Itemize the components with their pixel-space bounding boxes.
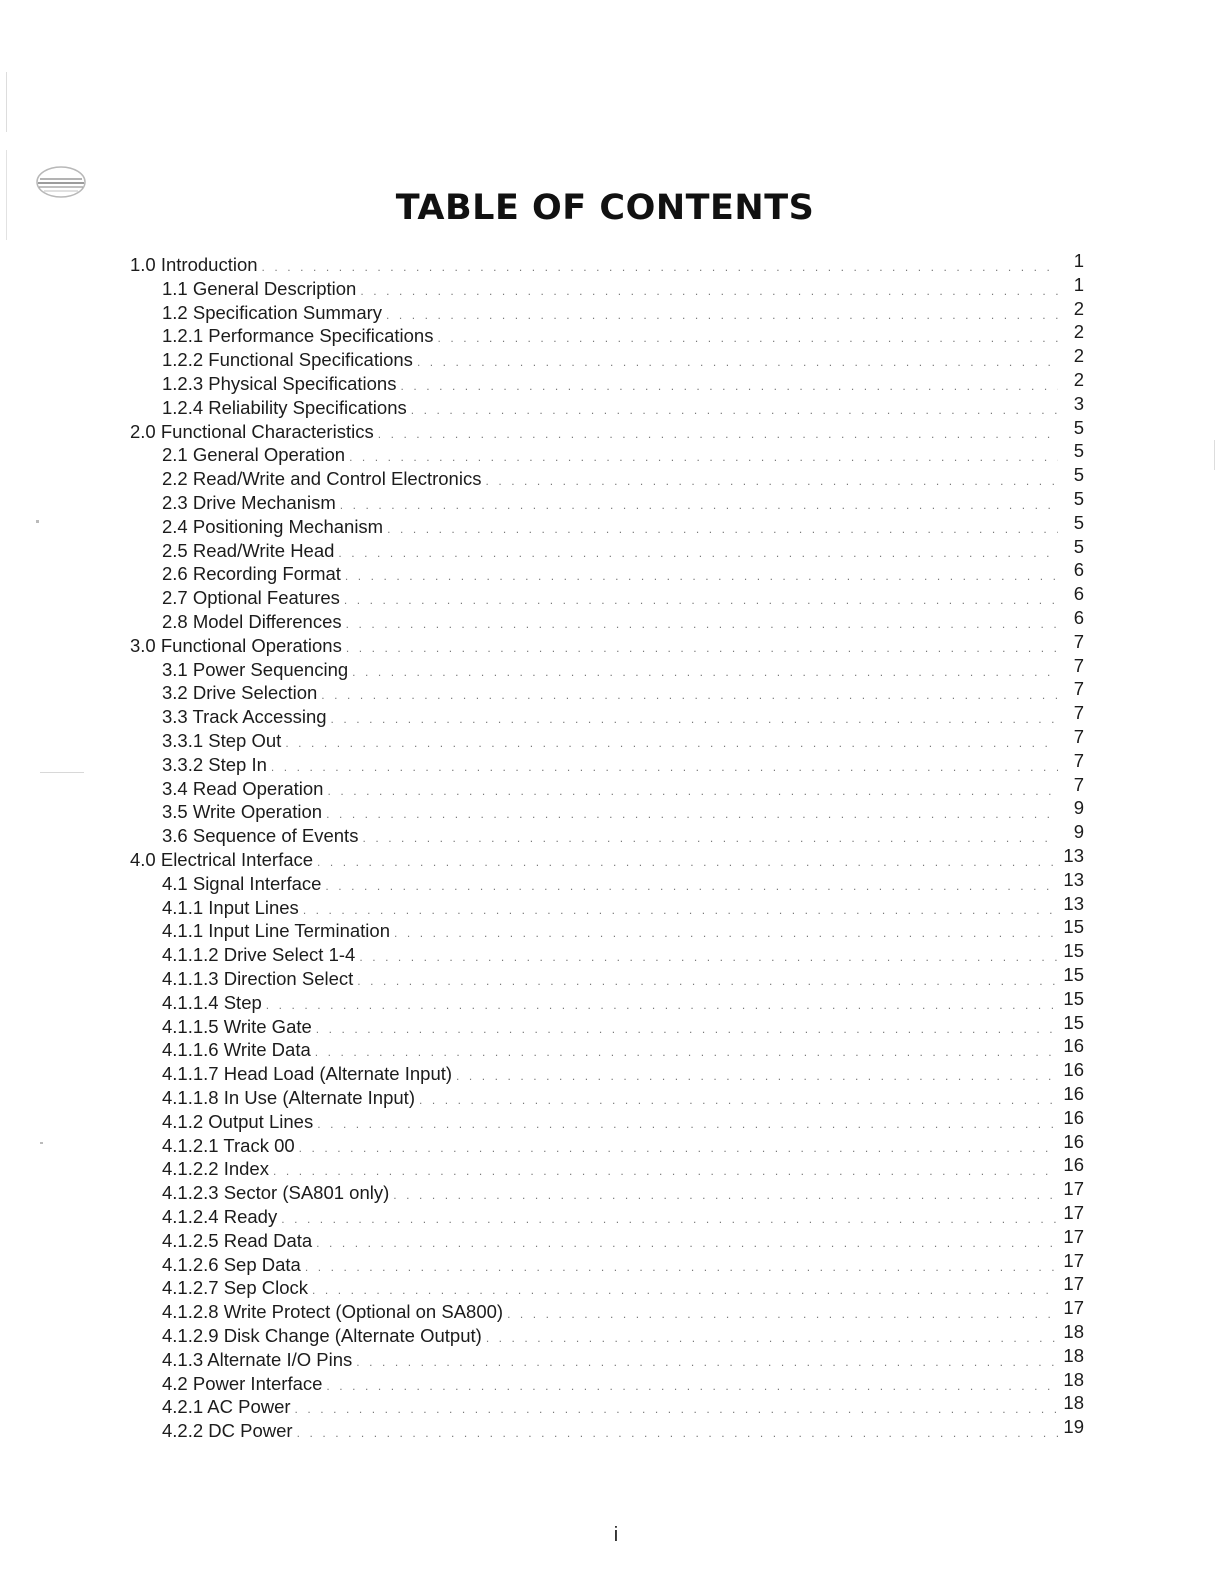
toc-entry-page: 5 [1073, 535, 1084, 557]
toc-entry-label: 1.0 Introduction [130, 254, 258, 275]
toc-entry [162, 892, 1084, 920]
toc-entry-page: 18 [1063, 1368, 1084, 1390]
toc-entry-label: 3.0 Functional Operations [130, 634, 342, 656]
toc-entry-label: 4.1.1 Input Line Termination [162, 920, 390, 942]
toc-entry [162, 559, 1084, 586]
toc-entry-label: 3.6 Sequence of Events [162, 825, 359, 847]
toc-entry [162, 273, 1084, 301]
dot-leader [297, 1422, 1058, 1446]
toc-entry-page: 9 [1073, 821, 1084, 843]
toc-entry [162, 702, 1084, 729]
toc-entry-label: 3.3.1 Step Out [162, 730, 282, 751]
scan-speck [40, 1142, 43, 1144]
toc-entry-label: 3.3 Track Accessing [162, 706, 327, 728]
toc-entry [162, 797, 1084, 824]
toc-entry [162, 749, 1084, 777]
toc-entry-page: 6 [1073, 583, 1084, 605]
toc-entry-page: 7 [1073, 678, 1084, 700]
toc-entry-label: 3.3.2 Step In [162, 753, 267, 775]
toc-entry-label: 2.3 Drive Mechanism [162, 492, 336, 513]
toc-entry-page: 13 [1063, 892, 1084, 914]
page-title: TABLE OF CONTENTS [395, 188, 815, 228]
toc-entry [162, 726, 1084, 753]
toc-entry [162, 535, 1084, 563]
toc-entry [162, 1297, 1084, 1324]
toc-entry-label: 4.1.1.4 Step [162, 991, 262, 1013]
toc-entry-page: 7 [1073, 702, 1084, 724]
toc-entry-page: 7 [1073, 630, 1084, 652]
toc-entry [162, 1154, 1084, 1181]
toc-entry-label: 4.1.2.3 Sector (SA801 only) [162, 1182, 390, 1204]
toc-entry-page: 17 [1063, 1297, 1084, 1319]
toc-entry-page: 9 [1073, 797, 1084, 819]
toc-entry-page: 15 [1063, 964, 1084, 985]
toc-entry [162, 868, 1084, 896]
toc-entry-page: 13 [1063, 868, 1084, 890]
toc-entry-page: 5 [1073, 440, 1084, 462]
toc-entry-page: 18 [1063, 1392, 1084, 1414]
scan-speck [1214, 440, 1215, 470]
toc-entry [162, 440, 1084, 467]
toc-entry [162, 987, 1084, 1015]
toc-entry [162, 1202, 1084, 1229]
toc-entry-label: 4.1.1.2 Drive Select 1-4 [162, 944, 356, 966]
toc-entry-label: 4.1.1.8 In Use (Alternate Input) [162, 1087, 415, 1108]
toc-entry [162, 1035, 1084, 1062]
toc-section [130, 630, 1084, 658]
toc-entry-page: 2 [1073, 297, 1084, 319]
toc-entry [162, 1225, 1084, 1253]
toc-entry [162, 1273, 1084, 1300]
toc-entry-page: 17 [1063, 1249, 1084, 1271]
toc-entry-page: 17 [1063, 1202, 1084, 1223]
toc-entry [162, 321, 1084, 348]
toc-entry-label: 3.5 Write Operation [162, 801, 323, 823]
toc-entry-label: 2.1 General Operation [162, 444, 346, 466]
scan-speck [6, 72, 7, 132]
toc-entry-page: 16 [1063, 1154, 1084, 1176]
toc-entry-label: 2.7 Optional Features [162, 587, 340, 609]
toc-entry-label: 4.1.1.6 Write Data [162, 1039, 311, 1061]
toc-entry-page: 16 [1063, 1059, 1084, 1081]
toc-entry-label: 4.1.1 Input Lines [162, 896, 299, 918]
toc-entry-label: 4.1.1.3 Direction Select [162, 968, 354, 989]
toc-entry [162, 1392, 1084, 1419]
toc-entry [162, 392, 1084, 420]
toc-entry-page: 3 [1073, 392, 1084, 414]
toc-entry-label: 2.4 Positioning Mechanism [162, 515, 384, 537]
toc-entry [162, 916, 1084, 943]
toc-entry [162, 821, 1084, 848]
scan-speck [36, 520, 39, 523]
toc-entry-page: 5 [1073, 464, 1084, 486]
toc-entry-page: 18 [1063, 1321, 1084, 1342]
toc-entry-label: 1.2.2 Functional Specifications [162, 349, 413, 371]
toc-entry-label: 2.8 Model Differences [162, 611, 342, 632]
toc-entry-page: 2 [1073, 321, 1084, 343]
toc-entry [162, 1011, 1084, 1039]
toc-entry-label: 3.4 Read Operation [162, 777, 324, 799]
toc-entry-page: 17 [1063, 1178, 1084, 1200]
toc-entry-label: 4.1.2.7 Sep Clock [162, 1277, 309, 1299]
toc-entry-page: 17 [1063, 1225, 1084, 1247]
toc-entry [162, 1106, 1084, 1134]
toc-entry-page: 15 [1063, 987, 1084, 1009]
toc-entry-page: 2 [1073, 345, 1084, 367]
toc-entry [162, 773, 1084, 801]
toc-entry [162, 297, 1084, 325]
toc-entry-page: 17 [1063, 1273, 1084, 1295]
toc-entry-page: 15 [1063, 940, 1084, 962]
toc-entry-label: 4.1.1.7 Head Load (Alternate Input) [162, 1063, 453, 1085]
toc-entry [162, 1178, 1084, 1205]
toc-entry-label: 2.2 Read/Write and Control Electronics [162, 468, 482, 490]
toc-entry-label: 1.2 Specification Summary [162, 301, 383, 323]
toc-entry [162, 1059, 1084, 1086]
toc-entry [162, 678, 1084, 705]
toc-entry [162, 607, 1084, 634]
toc-entry [162, 940, 1084, 967]
toc-entry-page: 2 [1073, 369, 1084, 390]
toc-entry-page: 6 [1073, 607, 1084, 628]
toc-entry [162, 1130, 1084, 1158]
toc-entry-page: 16 [1063, 1083, 1084, 1104]
toc-entry-label: 1.1 General Description [162, 277, 357, 299]
toc-entry [162, 1416, 1084, 1443]
toc-entry [162, 1249, 1084, 1277]
toc-entry-page: 15 [1063, 1011, 1084, 1033]
toc-entry-page: 18 [1063, 1344, 1084, 1366]
toc-entry-page: 15 [1063, 916, 1084, 938]
toc-entry [162, 1321, 1084, 1348]
toc-entry [162, 964, 1084, 991]
toc-entry-label: 4.1.2.5 Read Data [162, 1229, 313, 1251]
toc-entry [162, 583, 1084, 610]
toc-entry-page: 16 [1063, 1130, 1084, 1152]
toc-entry-label: 4.2 Power Interface [162, 1372, 323, 1394]
toc-section [130, 416, 1084, 444]
toc-entry-label: 2.5 Read/Write Head [162, 539, 335, 561]
page-number: i [613, 1524, 619, 1546]
toc-entry [162, 369, 1084, 396]
toc-entry-label: 4.1.2.1 Track 00 [162, 1134, 295, 1156]
toc-entry [162, 1083, 1084, 1110]
toc-entry-page: 16 [1063, 1106, 1084, 1128]
toc-entry-page: 5 [1073, 511, 1084, 533]
toc-entry-label: 4.1.1.5 Write Gate [162, 1015, 312, 1037]
toc-entry [162, 488, 1084, 515]
toc-entry-page: 6 [1073, 559, 1084, 581]
toc-entry-label: 4.1.2 Output Lines [162, 1110, 314, 1132]
toc-entry-page: 1 [1073, 250, 1084, 271]
toc-entry-label: 4.1.2.6 Sep Data [162, 1253, 301, 1275]
toc-entry-page: 1 [1073, 273, 1084, 295]
toc-entry [162, 1344, 1084, 1372]
toc-entry-label: 4.1.2.8 Write Protect (Optional on SA800) [162, 1301, 504, 1323]
toc-entry-page: 7 [1073, 773, 1084, 795]
toc-entry-page: 19 [1063, 1416, 1084, 1438]
toc-entry-page: 5 [1073, 416, 1084, 438]
toc-entry-label: 1.2.1 Performance Specifications [162, 325, 434, 347]
toc-entry-page: 5 [1073, 488, 1084, 509]
toc-entry-page: 7 [1073, 726, 1084, 747]
toc-entry-label: 4.2.2 DC Power [162, 1420, 293, 1442]
toc-entry [162, 1368, 1084, 1396]
toc-entry-label: 2.6 Recording Format [162, 563, 341, 585]
toc-entry-label: 4.2.1 AC Power [162, 1396, 291, 1418]
toc-entry [162, 511, 1084, 539]
toc-entry-label: 2.0 Functional Characteristics [130, 420, 374, 442]
toc-entry-label: 4.1.3 Alternate I/O Pins [162, 1348, 353, 1370]
toc-entry-label: 1.2.3 Physical Specifications [162, 373, 397, 394]
toc-entry-page: 7 [1073, 654, 1084, 676]
scan-speck [40, 772, 84, 773]
toc-entry [162, 654, 1084, 682]
toc-entry-label: 4.1.2.2 Index [162, 1158, 269, 1180]
toc-section [130, 845, 1084, 872]
toc-entry-label: 3.1 Power Sequencing [162, 658, 349, 680]
toc-entry-label: 1.2.4 Reliability Specifications [162, 396, 407, 418]
toc-entry-page: 13 [1063, 845, 1084, 866]
toc-entry-label: 3.2 Drive Selection [162, 682, 318, 704]
toc-entry-label: 4.1.2.4 Ready [162, 1206, 278, 1227]
toc-entry-label: 4.0 Electrical Interface [130, 849, 314, 870]
toc-entry-page: 16 [1063, 1035, 1084, 1057]
toc-section [130, 250, 1084, 277]
toc-entry [162, 464, 1084, 491]
toc-entry-page: 7 [1073, 749, 1084, 771]
toc-entry-label: 4.1.2.9 Disk Change (Alternate Output) [162, 1325, 482, 1346]
toc-entry-label: 4.1 Signal Interface [162, 872, 322, 894]
toc-entry [162, 345, 1084, 372]
